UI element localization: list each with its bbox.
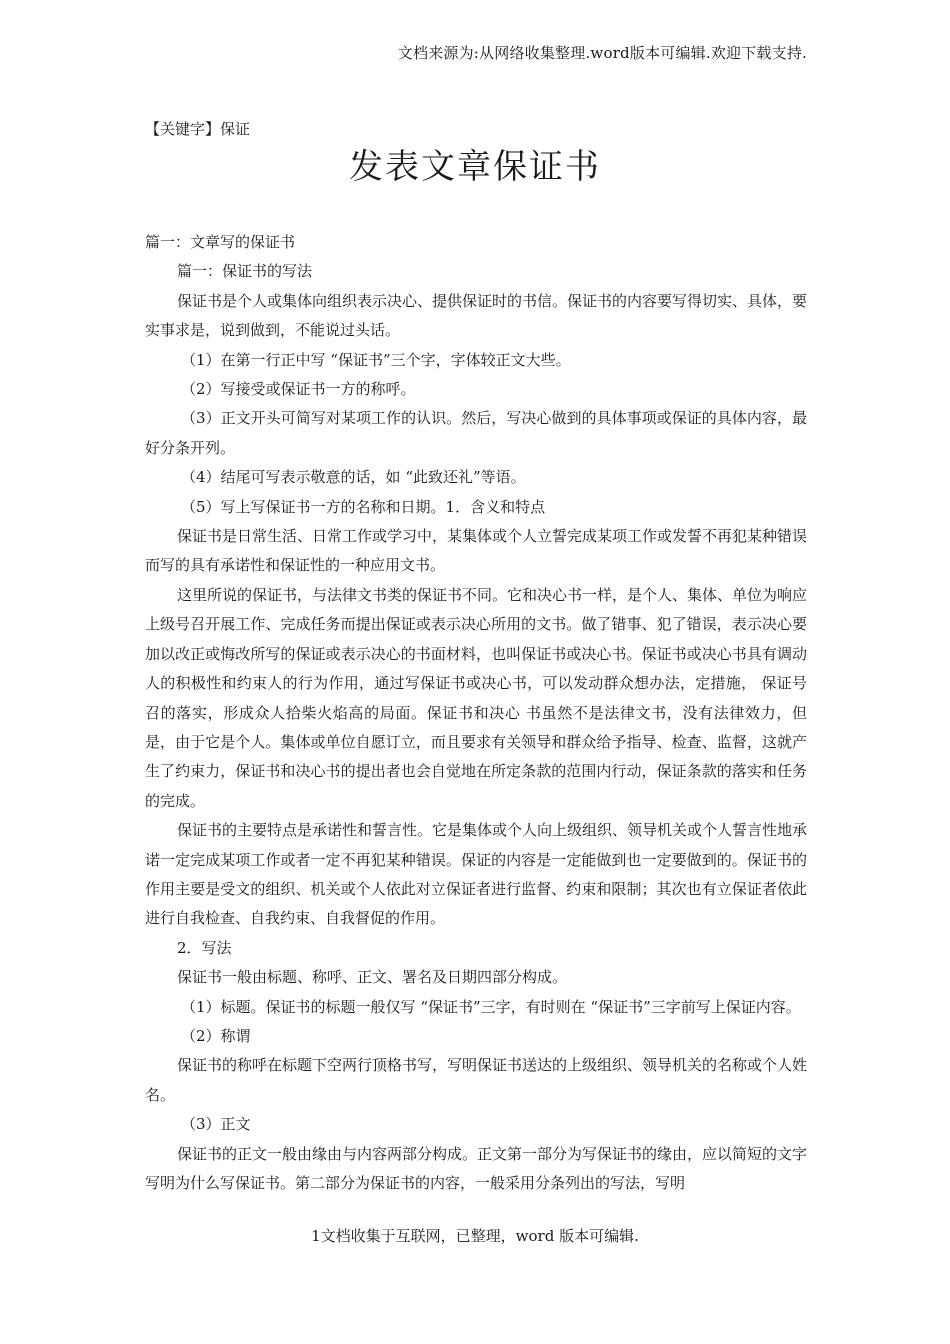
footer-note: 1文档收集于互联网，已整理，word 版本可编辑. <box>311 1227 639 1245</box>
paragraph: 保证书的称呼在标题下空两行顶格书写，写明保证书送达的上级组织、领导机关的名称或个人姓名。 <box>145 1056 808 1104</box>
paragraph: （1）标题。保证书的标题一般仅写 “保证书”三字，有时则在 “保证书”三字前写上保证内容。 <box>181 997 801 1016</box>
paragraph: （3）正文 <box>181 1115 251 1134</box>
paragraph: （1）在第一行正中写 “保证书”三个字，字体较正文大些。 <box>181 350 571 369</box>
keyword-line: 【关键字】保证 <box>145 120 251 138</box>
paragraph: （5）写上写保证书一方的名称和日期。1．含义和特点 <box>181 497 546 516</box>
paragraph: 保证书的正文一般由缘由与内容两部分构成。正文第一部分为写保证书的缘由，应以简短的文字写明为什么写保证书。第二部分为保证书的内容，一般采用分条列出的写法，写明 <box>145 1144 808 1192</box>
paragraph: 保证书一般由标题、称呼、正文、署名及日期四部分构成。 <box>177 968 568 987</box>
document-body <box>145 228 807 1198</box>
paragraph: 2．写法 <box>177 938 232 957</box>
paragraph: 这里所说的保证书，与法律文书类的保证书不同。它和决心书一样，是个人、集体、单位为响应上级号召开展工作、完成任务而提出保证或表示决心所用的文书。做了错事、犯了错误，表示决心要加以改正或悔改所写的保证或表示决心的书面材料，也叫保证书或决心书。保证书或决心书具有调动人的积极性和约束人的行为作用，通过写保证书或决心书，可以发动群众想办法，定措施， 保证号召的落实，形成众人拾柴火焰高的局面。保证书和决心 书虽然不是法律文书，没有法律效力，但是，由于它是个人。集体或单位自愿订立，而且要求有关领导和群众给予指导、检查、监督，这就产生了约束力，保证书和决心书的提出者也会自觉地在所定条款的范围内行动，保证条款的落实和任务的完成。 <box>145 585 808 810</box>
paragraph: 保证书是个人或集体向组织表示决心、提供保证时的书信。保证书的内容要写得切实、具体，要实事求是，说到做到，不能说过头话。 <box>145 291 808 340</box>
document-title: 发表文章保证书 <box>349 147 601 187</box>
paragraph: 篇一：保证书的写法 <box>177 262 313 281</box>
paragraph: 保证书是日常生活、日常工作或学习中，某集体或个人立誓完成某项工作或发誓不再犯某种错误而写的具有承诺性和保证性的一种应用文书。 <box>145 527 808 575</box>
paragraph: （4）结尾可写表示敬意的话，如 “此致还礼”等语。 <box>181 468 526 487</box>
paragraph: （3）正文开头可简写对某项工作的认识。然后，写决心做到的具体事项或保证的具体内容，最好分条开列。 <box>145 409 807 457</box>
paragraph: （2）写接受或保证书一方的称呼。 <box>181 380 416 399</box>
paragraph: 篇一：文章写的保证书 <box>145 233 296 251</box>
paragraph: 保证书的主要特点是承诺性和誓言性。它是集体或个人向上级组织、领导机关或个人誓言性地承诺一定完成某项工作或者一定不再犯某种错误。保证的内容是一定能做到也一定要做到的。保证书的作用主要是受文的组织、机关或个人依此对立保证者进行监督、约束和限制；其次也有立保证者依此进行自我检查、自我约束、自我督促的作用。 <box>145 821 808 928</box>
paragraph: （2）称谓 <box>181 1026 251 1045</box>
header-note: 文档来源为:从网络收集整理.word版本可编辑.欢迎下载支持. <box>397 44 807 62</box>
